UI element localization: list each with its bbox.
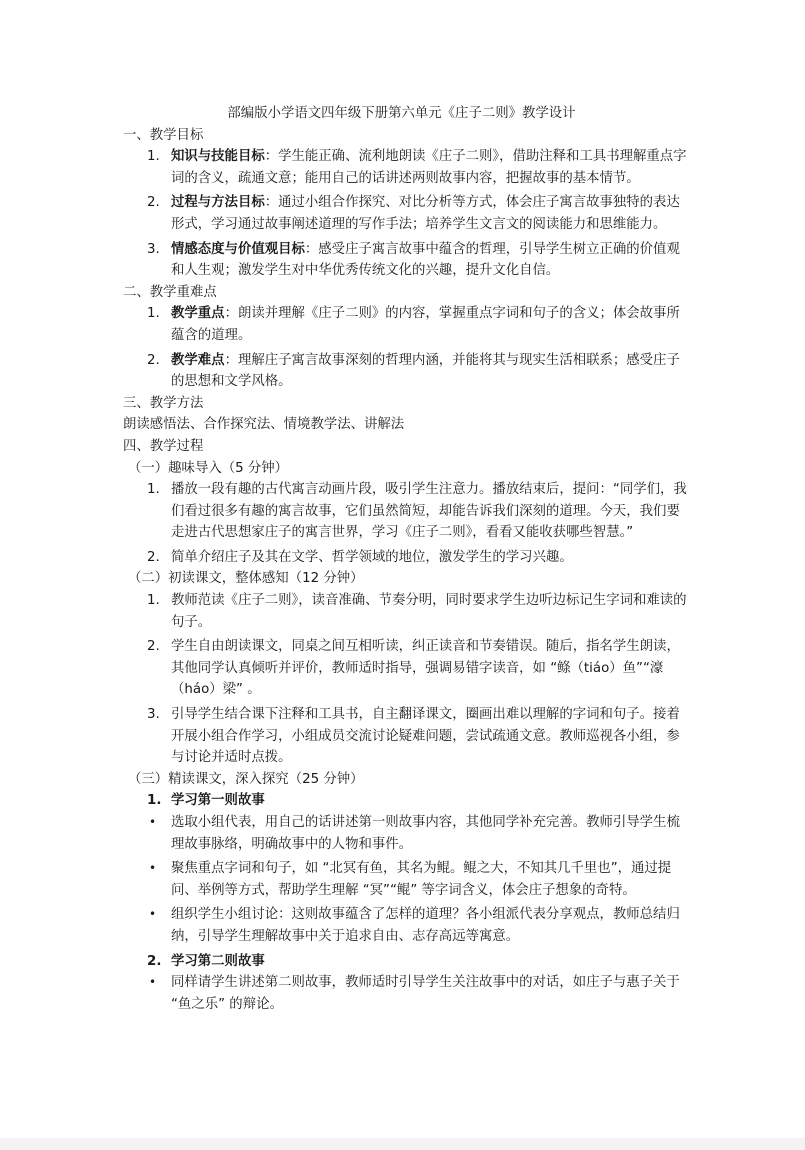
list-number: 2. (147, 549, 160, 565)
item-text: 引导学生结合课下注释和工具书，自主翻译课文，圈画出难以理解的字词和句子。接着开展小组合作学习，小组成员交流讨论疑难问题，尝试疏通文意。教师巡视各小组，参与讨论并适时点拨。 (171, 707, 680, 766)
list-number: 1. (147, 149, 160, 165)
item-text: ：理解庄子寓言故事深刻的哲理内涵，并能将其与现实生活相联系；感受庄子的思想和文学风格。 (171, 352, 680, 390)
objective-item (123, 239, 688, 282)
section-heading-process: 四、教学过程 (123, 438, 204, 454)
list-number: 2. (147, 352, 160, 368)
methods-text: 朗读感悟法、合作探究法、情境教学法、讲解法 (123, 417, 405, 433)
section-heading-methods: 三、教学方法 (123, 395, 204, 411)
list-number: 1. (147, 482, 160, 498)
bullet-marker: • (149, 907, 157, 922)
subsection-heading-close-reading: （三）精读课文，深入探究（25 分钟） (128, 771, 364, 787)
list-number: 1. (147, 793, 162, 809)
bullet-marker: • (149, 861, 157, 876)
process-item (123, 590, 688, 633)
item-label: 教学难点 (171, 352, 225, 368)
objective-item (123, 192, 688, 235)
document-title: 部编版小学语文四年级下册第六单元《庄子二则》教学设计 (227, 106, 576, 121)
list-number: 2. (147, 639, 160, 655)
list-number: 3. (147, 241, 160, 257)
item-label: 过程与方法目标 (171, 195, 265, 211)
list-number: 2. (147, 953, 162, 969)
section-heading-objectives: 一、教学目标 (123, 127, 204, 143)
item-text: ：感受庄子寓言故事中蕴含的哲理，引导学生树立正确的价值观和人生观；激发学生对中华优秀传统文化的兴趣，提升文化自信。 (171, 241, 680, 279)
story-heading (123, 951, 688, 973)
item-label: 情感态度与价值观目标 (171, 241, 305, 257)
list-number: 2. (147, 195, 160, 211)
subsection-heading-intro: （一）趣味导入（5 分钟） (128, 460, 289, 476)
item-text: 教师范读《庄子二则》，读音准确、节奏分明，同时要求学生边听边标记生字词和难读的句子。 (171, 593, 687, 630)
subsection-heading-first-reading: （二）初读课文，整体感知（12 分钟） (128, 571, 364, 587)
process-item (123, 704, 688, 769)
bullet-item (123, 972, 688, 1015)
item-text: 简单介绍庄子及其在文学、哲学领域的地位，激发学生的学习兴趣。 (171, 549, 573, 565)
item-label: 知识与技能目标 (171, 149, 265, 165)
section-heading-key-points: 二、教学重难点 (123, 284, 217, 300)
document-content (123, 103, 688, 1015)
item-text: 同样请学生讲述第二则故事，教师适时引导学生关注故事中的对话，如庄子与惠子关于 “鱼之乐” 的辩论。 (171, 975, 680, 1012)
objective-item (123, 146, 688, 189)
story-label: 学习第一则故事 (171, 793, 265, 809)
list-number: 1. (147, 593, 160, 609)
list-number: 1. (147, 306, 160, 322)
bullet-marker: • (149, 975, 157, 990)
key-point-item (123, 350, 688, 393)
item-text: ：通过小组合作探究、对比分析等方式，体会庄子寓言故事独特的表达形式，学习通过故事阐述道理的写作手法；培养学生文言文的阅读能力和思维能力。 (171, 195, 680, 232)
process-item (123, 636, 688, 701)
item-label: 教学重点 (171, 306, 225, 322)
item-text: 选取小组代表，用自己的话讲述第一则故事内容，其他同学补充完善。教师引导学生梳理故事脉络，明确故事中的人物和事件。 (171, 815, 680, 852)
key-point-item (123, 303, 688, 346)
process-item (123, 547, 688, 569)
story-heading (123, 790, 688, 812)
item-text: 播放一段有趣的古代寓言动画片段，吸引学生注意力。播放结束后，提问：“同学们，我们看过很多有趣的寓言故事，它们虽然简短，却能告诉我们深刻的道理。今天，我们要走进古代思想家庄子的寓言世界，学习《庄子二则》，看看又能收获哪些智慧。” (171, 482, 687, 541)
list-number: 3. (147, 707, 160, 723)
item-text: 组织学生小组讨论：这则故事蕴含了怎样的道理？各小组派代表分享观点，教师总结归纳，引导学生理解故事中关于追求自由、志存高远等寓意。 (171, 907, 680, 944)
bullet-item (123, 858, 688, 901)
item-text: ：朗读并理解《庄子二则》的内容，掌握重点字词和句子的含义；体会故事所蕴含的道理。 (171, 306, 680, 343)
item-text: ：学生能正确、流利地朗读《庄子二则》，借助注释和工具书理解重点字词的含义，疏通文意；能用自己的话讲述两则故事内容，把握故事的基本情节。 (171, 149, 687, 186)
bullet-item (123, 904, 688, 947)
process-item (123, 479, 688, 544)
bullet-marker: • (149, 815, 157, 829)
item-text: 学生自由朗读课文，同桌之间互相听读，纠正读音和节奏错误。随后，指名学生朗读，其他同学认真倾听并评价，教师适时指导，强调易错字读音，如 “鲦（tiáo）鱼”“濠（háo）梁” 。 (171, 639, 680, 698)
bullet-item (123, 812, 688, 855)
item-text: 聚焦重点字词和句子，如 “北冥有鱼，其名为鲲。鲲之大，不知其几千里也”，通过提问、举例等方式，帮助学生理解 “冥”“鲲” 等字词含义，体会庄子想象的奇特。 (171, 861, 672, 898)
story-label: 学习第二则故事 (171, 953, 265, 969)
